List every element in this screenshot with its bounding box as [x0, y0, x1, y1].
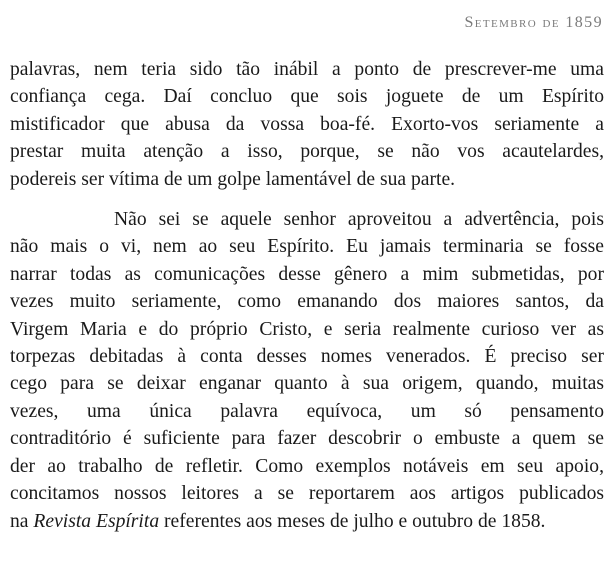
text-line: vezes muito seriamente, como emanando dos maiores santos, da	[10, 291, 604, 313]
text-line: confiança cega. Daí concluo que sois joguete de um Espírito	[10, 86, 604, 108]
text-line: torpezas debitadas à conta desses nomes venerados. É preciso ser	[10, 346, 604, 368]
running-header: Setembro de 1859	[464, 14, 603, 31]
text-line: concitamos nossos leitores a se reportarem aos artigos publicados	[10, 483, 604, 505]
text-line: Não sei se aquele senhor aproveitou a advertência, pois	[114, 209, 604, 231]
text-line: der ao trabalho de refletir. Como exemplos notáveis em seu apoio,	[10, 455, 604, 477]
text-line: narrar todas as comunicações desse gênero a mim submetidas, por	[10, 263, 604, 285]
text-line: podereis ser vítima de um golpe lamentável de sua parte.	[10, 168, 456, 190]
text-line: mistificador que abusa da vossa boa-fé. Exorto-vos seriamente a	[10, 113, 604, 135]
text-line: vezes, uma única palavra equívoca, um só pensamento	[10, 400, 604, 422]
body-text	[10, 56, 604, 535]
text-run: na	[10, 510, 34, 532]
paragraph-1	[10, 56, 604, 193]
text-line: prestar muita atenção a isso, porque, se não vos acautelardes,	[10, 141, 604, 163]
text-line-final	[10, 508, 604, 535]
text-line: Virgem Maria e do próprio Cristo, e seria realmente curioso ver as	[10, 318, 604, 340]
text-run: referentes aos meses de julho e outubro de 1858.	[159, 510, 546, 532]
text-line: contraditório é suficiente para fazer descobrir o embuste a quem se	[10, 428, 604, 450]
publication-title: Revista Espírita	[33, 510, 160, 532]
text-line: não mais o vi, nem ao seu Espírito. Eu jamais terminaria se fosse	[10, 236, 604, 258]
text-line: cego para se deixar enganar quanto à sua origem, quando, muitas	[10, 373, 604, 395]
paragraph-2	[10, 206, 604, 535]
text-line: palavras, nem teria sido tão inábil a ponto de prescrever-me uma	[10, 59, 604, 80]
